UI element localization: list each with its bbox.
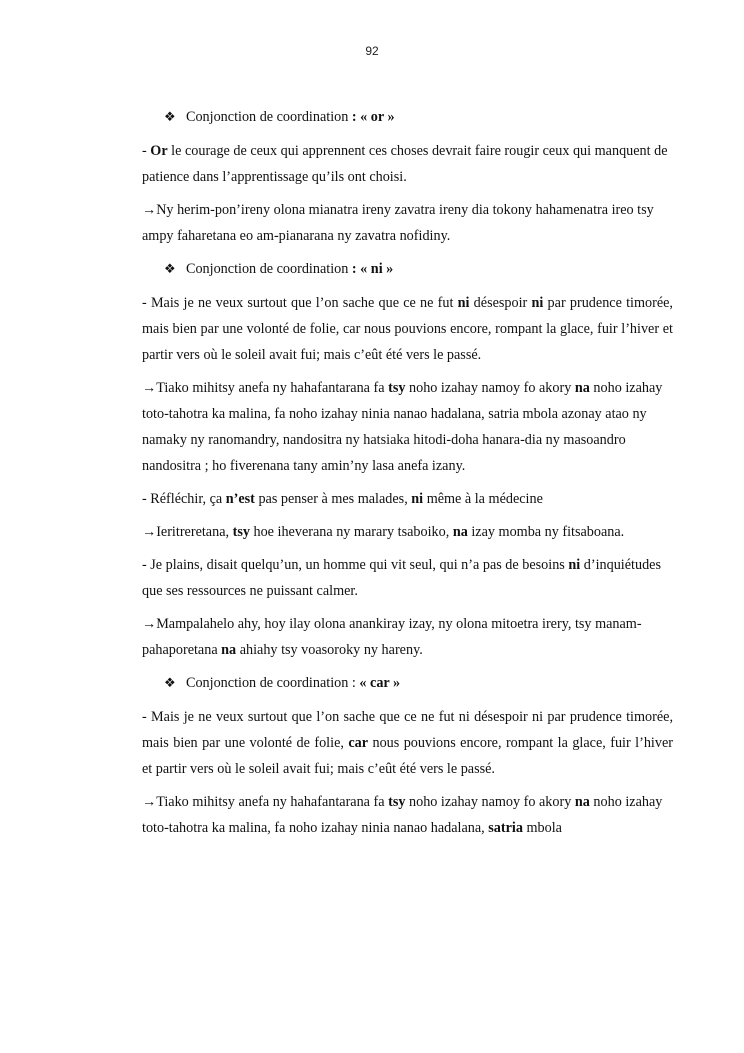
bold-term: ni <box>568 557 581 573</box>
paragraph-ni-french-1 <box>142 290 673 368</box>
text-run: d’inquiétudes que ses ressources ne puissant calmer. <box>142 557 661 599</box>
heading-or <box>164 104 673 130</box>
heading-ni <box>164 256 673 282</box>
bold-term: ni <box>457 295 470 311</box>
paragraph-car-french <box>142 704 673 782</box>
bold-term: Or <box>150 143 168 159</box>
document-body <box>142 104 673 848</box>
paragraph-or-malagasy: →Ny herim-pon’ireny olona mianatra ireny zavatra ireny dia tokony hahamenatra ireo tsy ampy faharetana eo am-pianarana ny zavatra nofidiny. <box>142 202 654 244</box>
text-run: →Ieritreretana, <box>142 524 233 540</box>
text-run: - Je plains, disait quelqu’un, un homme qui vit seul, qui n’a pas de besoins <box>142 557 569 573</box>
diamond-bullet-icon: ❖ <box>164 261 176 276</box>
bold-term: car <box>348 735 369 751</box>
paragraph-or-french <box>142 138 673 190</box>
heading-car <box>164 670 673 696</box>
bold-term: satria <box>488 820 523 836</box>
text-run: le courage de ceux qui apprennent ces choses devrait faire rougir ceux qui manquent de patience dans l’apprentissage qu’ils ont choisi. <box>142 143 668 185</box>
bold-term: na <box>221 642 237 658</box>
text-run: mbola <box>522 820 562 836</box>
text-run: - Mais je ne veux surtout que l’on sache que ce ne fut ni désespoir ni par prudence timorée, mais bien par une volonté de folie, <box>142 709 673 751</box>
heading-term: « car » <box>359 675 401 691</box>
text-run: même à la médecine <box>423 491 543 507</box>
text-run: →Tiako mihitsy anefa ny hahafantarana fa <box>142 794 389 810</box>
text-run: noho izahay namoy fo akory <box>405 380 575 396</box>
bold-term: n’est <box>225 491 255 507</box>
text-run: noho izahay toto-tahotra ka malina, fa noho izahay ninia nanao hadalana, <box>142 794 663 836</box>
text-run: izay momba ny fitsaboana. <box>467 524 625 540</box>
paragraph-ni-french-2 <box>142 486 673 512</box>
bold-term: na <box>452 524 468 540</box>
text-run: hoe iheverana ny marary tsaboiko, <box>249 524 453 540</box>
bold-term: tsy <box>388 380 406 396</box>
heading-label: Conjonction de coordination <box>186 109 352 125</box>
text-run: nous pouvions encore, rompant la glace, fuir l’hiver et partir vers où le soleil avait fui; mais c’eût été vers le passé. <box>142 735 673 777</box>
text-run: →Tiako mihitsy anefa ny hahafantarana fa <box>142 380 389 396</box>
text-run: - Mais je ne veux surtout que l’on sache que ce ne fut <box>142 295 458 311</box>
heading-label: Conjonction de coordination <box>186 261 352 277</box>
bold-term: na <box>574 380 590 396</box>
heading-label: Conjonction de coordination : <box>186 675 360 691</box>
text-run: ahiahy tsy voasoroky ny hareny. <box>236 642 423 658</box>
paragraph-car-malagasy <box>142 789 673 841</box>
bold-term: tsy <box>388 794 406 810</box>
page-number: 92 <box>365 44 379 58</box>
text-run: pas penser à mes malades, <box>254 491 412 507</box>
text-run: - <box>142 143 151 159</box>
bold-term: tsy <box>232 524 250 540</box>
paragraph-ni-malagasy-1 <box>142 375 673 479</box>
heading-term: : « ni » <box>351 261 394 277</box>
text-run: noho izahay toto-tahotra ka malina, fa noho izahay ninia nanao hadalana, satria mbola azonay atao ny namaky ny ranomandry, nandositra ny hatsiaka hitodi-doha hanara-dia ny masoandro nandositra ; ho fiverenana tany amin’ny lasa anefa izany. <box>142 380 663 474</box>
diamond-bullet-icon: ❖ <box>164 675 176 690</box>
text-run: noho izahay namoy fo akory <box>405 794 575 810</box>
text-run: →Mampalahelo ahy, hoy ilay olona anankiray izay, ny olona mitoetra irery, tsy manam-pahaporetana <box>142 616 642 658</box>
paragraph-ni-malagasy-2 <box>142 519 673 545</box>
text-run: désespoir <box>469 295 532 311</box>
paragraph-ni-malagasy-3 <box>142 611 673 663</box>
bold-term: ni <box>531 295 544 311</box>
paragraph-ni-french-3 <box>142 552 673 604</box>
bold-term: na <box>574 794 590 810</box>
text-run: par prudence timorée, mais bien par une volonté de folie, car nous pouvions encore, rompant la glace, fuir l’hiver et partir vers où le soleil avait fui; mais c’eût été vers le passé. <box>142 295 673 363</box>
text-run: - Réfléchir, ça <box>142 491 226 507</box>
bold-term: ni <box>411 491 424 507</box>
heading-term: : « or » <box>351 109 395 125</box>
diamond-bullet-icon: ❖ <box>164 109 176 124</box>
